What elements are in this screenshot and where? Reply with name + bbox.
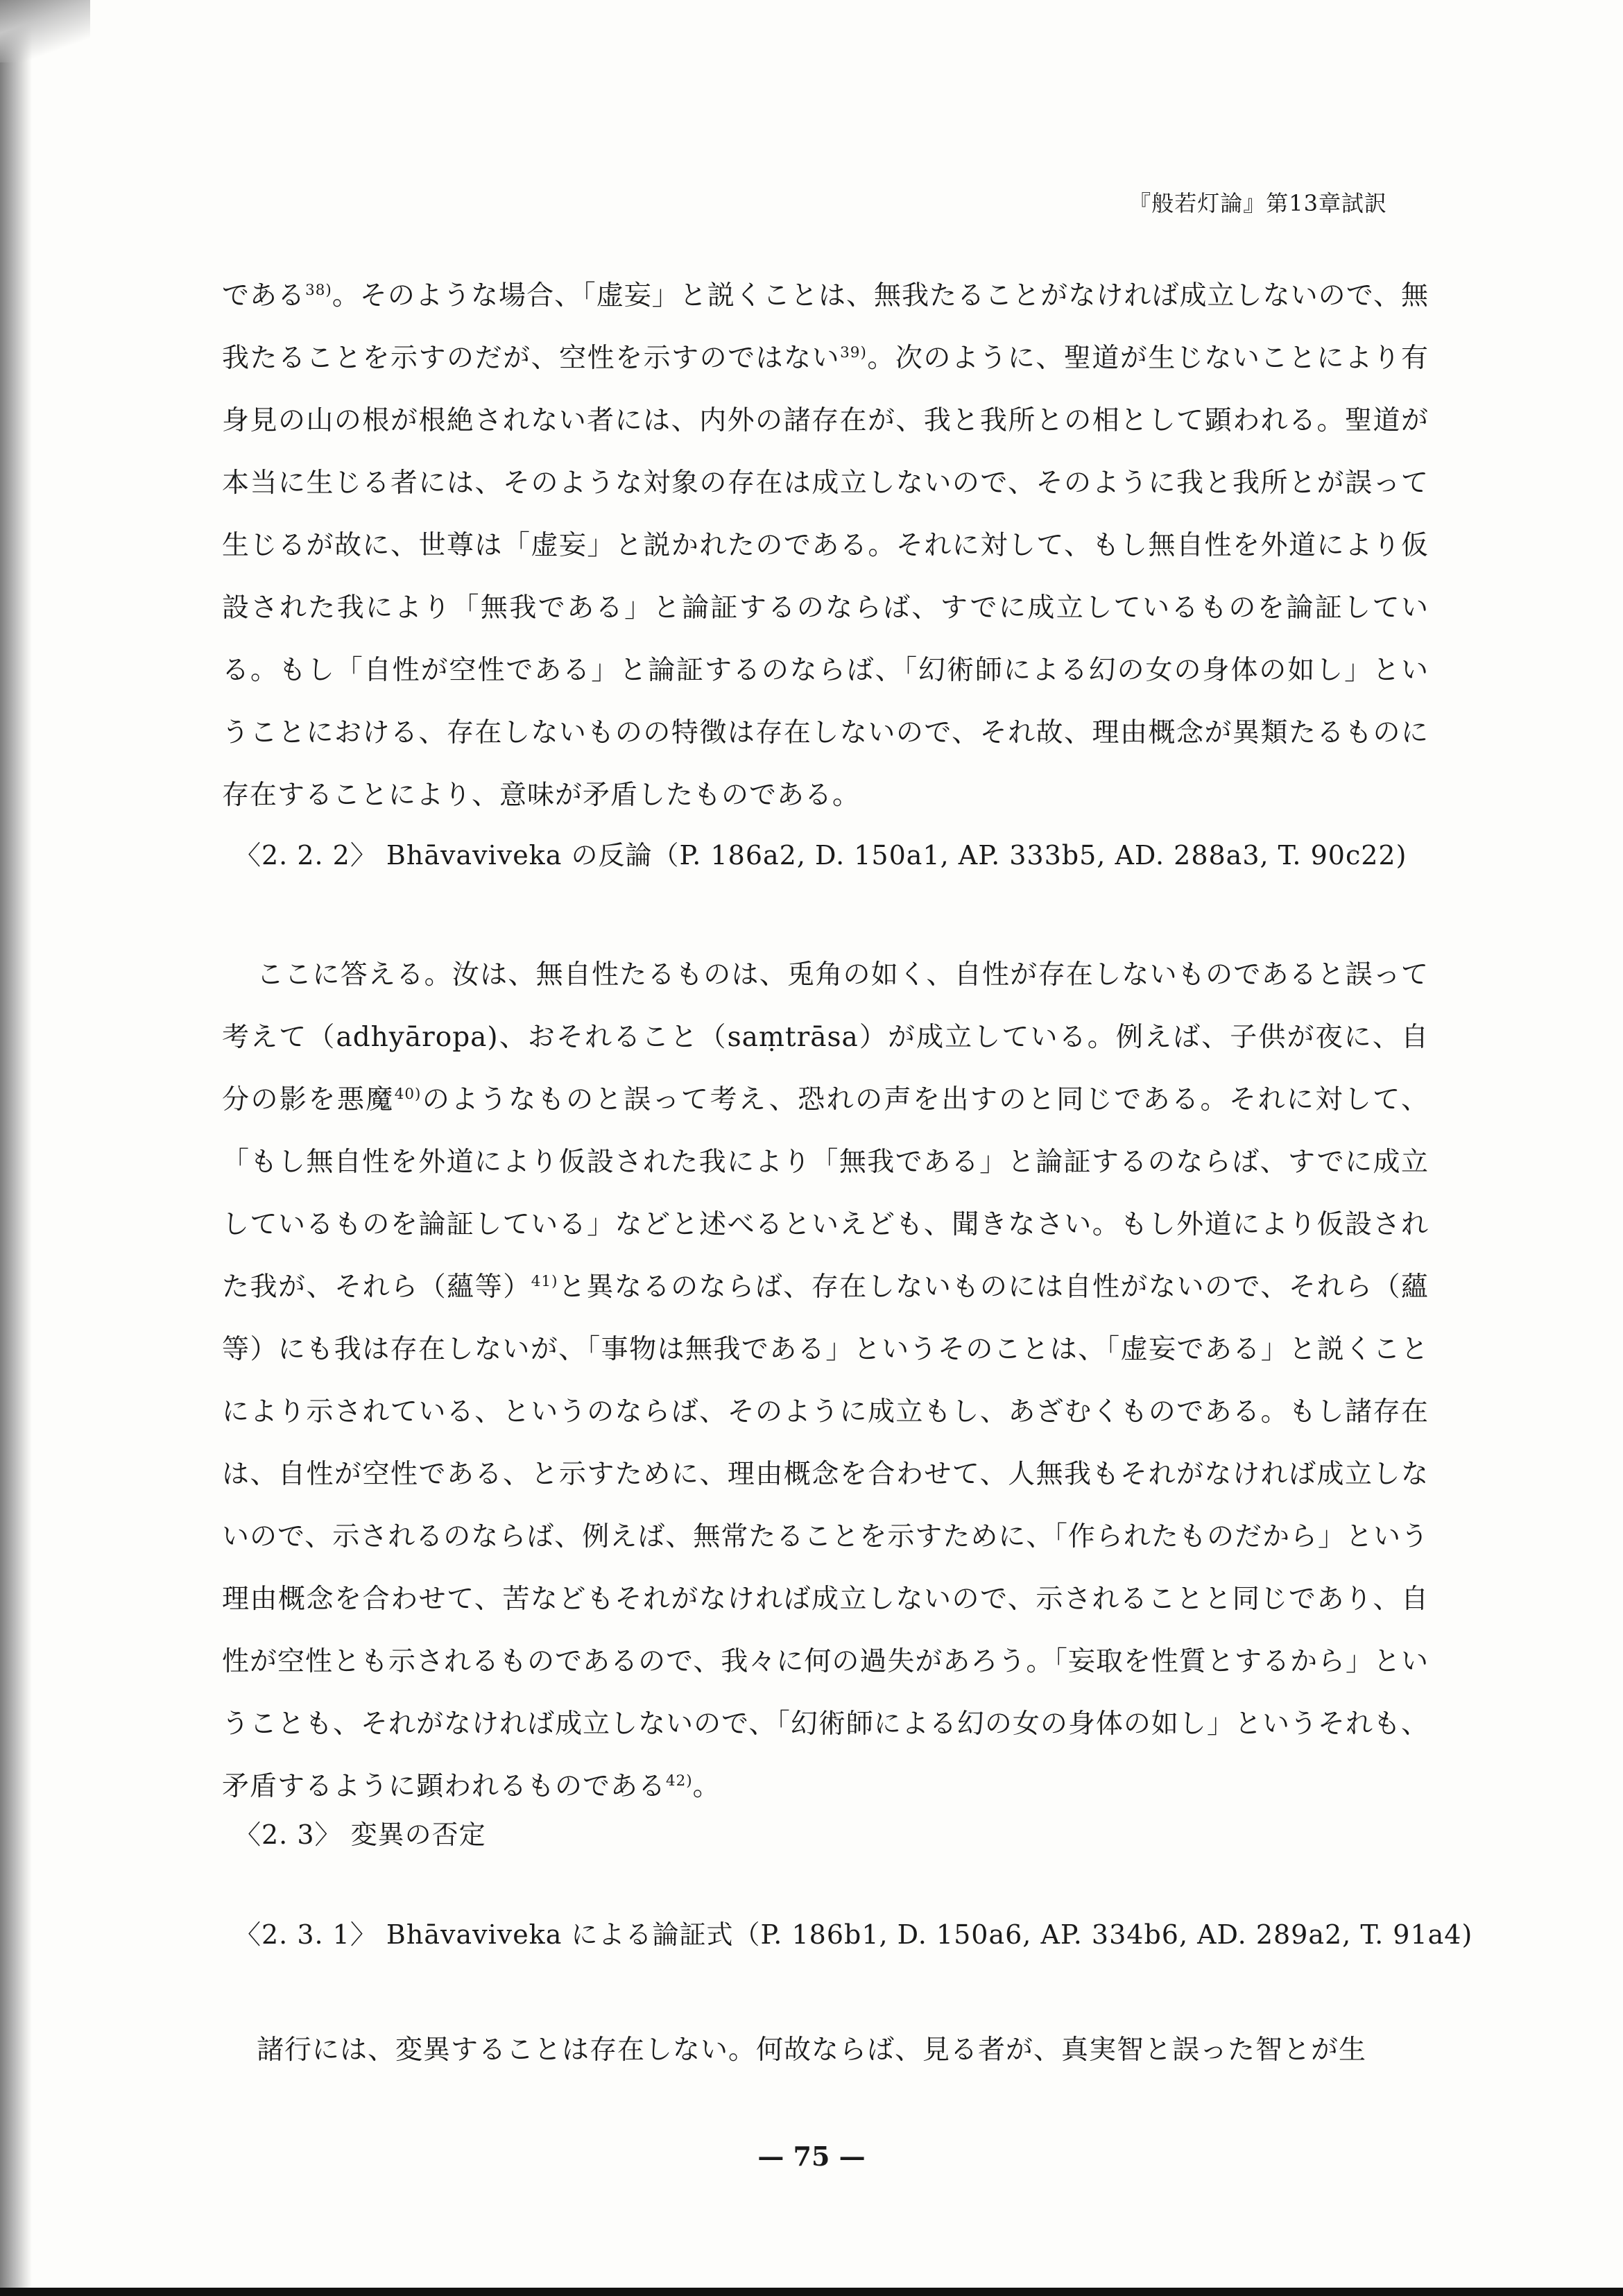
text-run: である [222, 280, 306, 311]
text-run: 諸行には、変異することは存在しない。何故ならば、見る者が、真実智と誤った智とが生 [257, 2034, 1367, 2066]
text-run: 。そのような場合、「虚妄」と説くことは、無我たることがなければ成立しないので、無我たることを示すのだが、空性を示すのではない [222, 280, 1429, 374]
page-number: — 75 — [757, 2141, 866, 2172]
scan-shadow-corner [0, 0, 90, 62]
section-heading-2-3-1: 〈2. 3. 1〉 Bhāvaviveka による論証式（P. 186b1, D. 150a6, AP. 334b6, AD. 289a2, T. 91a4) [234, 1919, 1473, 1950]
footnote-ref: 39) [840, 344, 867, 361]
paragraph-1 [222, 265, 1429, 827]
running-head: 『般若灯論』第13章試訳 [1128, 190, 1387, 216]
section-heading-2-3: 〈2. 3〉 変異の否定 [234, 1819, 486, 1850]
footnote-ref: 41) [531, 1273, 558, 1290]
text-run: 。 [692, 1771, 721, 1802]
text-run: 。次のように、聖道が生じないことにより有身見の山の根が根絶されない者には、内外の諸存在が、我と我所との相として顕われる。聖道が本当に生じる者には、そのような対象の存在は成立しないので、そのように我と我所とが誤って生じるが故に、世尊は「虚妄」と説かれたのである。それに対して、もし無自性を外道により仮設された我により「無我である」と論証するのならば、すでに成立しているものを論証している。もし「自性が空性である」と論証するのならば、「幻術師による幻の女の身体の如し」ということにおける、存在しないものの特徴は存在しないので、それ故、理由概念が異類たるものに存在することにより、意味が矛盾したものである。 [222, 343, 1429, 811]
text-run: ここに答える。汝は、無自性たるものは、兎角の如く、自性が存在しないものであると誤って考えて（adhyāropa)、おそれること（saṃtrāsa）が成立している。例えば、子供が夜に、自分の影を悪魔 [222, 959, 1429, 1115]
footnote-ref: 40) [394, 1086, 422, 1103]
text-run: のようなものと誤って考え、恐れの声を出すのと同じである。それに対して、「もし無自性を外道により仮設された我により「無我である」と論証するのならば、すでに成立しているものを論証している」などと述べるといえども、聞きなさい。もし外道により仮設された我が、それら（蘊等） [222, 1084, 1429, 1303]
paragraph-2 [222, 944, 1429, 1818]
scan-bottom-border [0, 2288, 1623, 2296]
text-run: と異なるのならば、存在しないものには自性がないので、それら（蘊等）にも我は存在しないが、「事物は無我である」というそのことは、「虚妄である」と説くことにより示されている、というのならば、そのように成立もし、あざむくものである。もし諸存在は、自性が空性である、と示すために、理由概念を合わせて、人無我もそれがなければ成立しないので、示されるのならば、例えば、無常たることを示すために、「作られたものだから」という理由概念を合わせて、苦などもそれがなければ成立しないので、示されることと同じであり、自性が空性とも示されるものであるので、我々に何の過失があろう。「妄取を性質とするから」ということも、それがなければ成立しないので、「幻術師による幻の女の身体の如し」というそれも、矛盾するように顕われるものである [222, 1271, 1429, 1802]
scan-shadow-edge [0, 0, 32, 2296]
section-heading-2-2-2: 〈2. 2. 2〉 Bhāvaviveka の反論（P. 186a2, D. 150a1, AP. 333b5, AD. 288a3, T. 90c22) [234, 840, 1407, 871]
footnote-ref: 42) [666, 1772, 693, 1790]
paragraph-3 [222, 2019, 1429, 2082]
footnote-ref: 38) [305, 282, 332, 299]
